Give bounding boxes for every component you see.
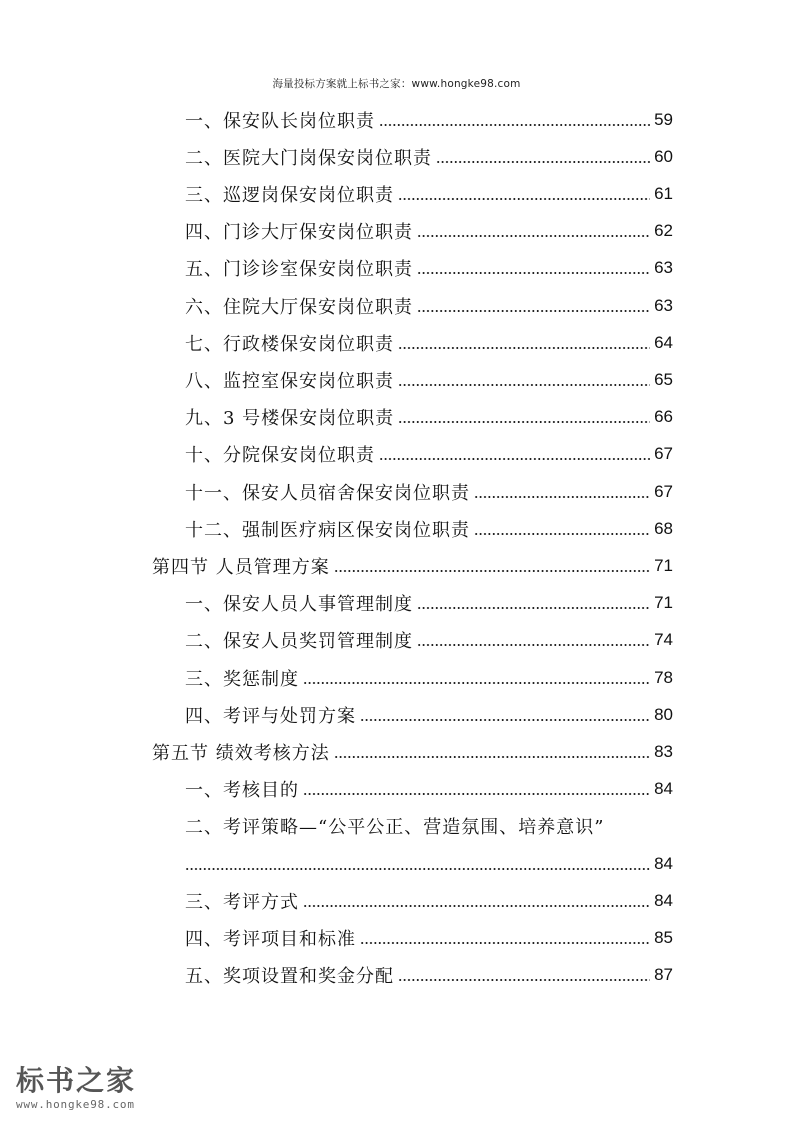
toc-entry-page: 63 xyxy=(654,258,673,277)
toc-entry[interactable] xyxy=(185,697,673,733)
toc-entry-page: 60 xyxy=(654,147,673,166)
dot-leader xyxy=(417,233,650,239)
toc-entry-label: 六、住院大厅保安岗位职责 xyxy=(185,297,413,318)
dot-leader xyxy=(398,419,650,425)
toc-entry-label: 一、考核目的 xyxy=(185,780,299,801)
dot-leader xyxy=(398,196,650,202)
toc-entry[interactable] xyxy=(185,399,673,435)
dot-leader xyxy=(334,754,650,760)
toc-entry-page: 80 xyxy=(654,705,673,724)
toc-entry[interactable] xyxy=(185,622,673,658)
toc-entry-page: 83 xyxy=(654,742,673,761)
toc-entry-label: 三、巡逻岗保安岗位职责 xyxy=(185,185,394,206)
toc-entry-label: 五、奖项设置和奖金分配 xyxy=(185,966,394,987)
dot-leader xyxy=(474,494,650,500)
toc-entry-page: 64 xyxy=(654,333,673,352)
dot-leader xyxy=(398,977,650,983)
toc-entry-page: 84 xyxy=(654,854,673,873)
toc-entry-page: 71 xyxy=(654,593,673,612)
toc-entry-label: 五、门诊诊室保安岗位职责 xyxy=(185,259,413,280)
toc-entry-page: 66 xyxy=(654,407,673,426)
dot-leader xyxy=(417,605,650,611)
toc-entry[interactable] xyxy=(185,288,673,324)
toc-entry-label: 一、保安人员人事管理制度 xyxy=(185,594,413,615)
toc-entry-page: 65 xyxy=(654,370,673,389)
toc-entry[interactable] xyxy=(185,883,673,919)
toc-entry-page: 68 xyxy=(654,519,673,538)
logo-title: 标书之家 xyxy=(16,1064,137,1097)
toc-entry[interactable] xyxy=(185,325,673,361)
toc-entry-label: 十二、强制医疗病区保安岗位职责 xyxy=(185,520,470,541)
dot-leader xyxy=(303,680,650,686)
toc-entry-page: 84 xyxy=(654,891,673,910)
toc-entry[interactable] xyxy=(185,771,673,807)
toc-entry[interactable] xyxy=(185,250,673,286)
toc-entry-page: 63 xyxy=(654,296,673,315)
toc-entry-label: 七、行政楼保安岗位职责 xyxy=(185,334,394,355)
toc-entry[interactable] xyxy=(185,474,673,510)
watermark-logo xyxy=(16,1066,166,1118)
toc-entry-page: 71 xyxy=(654,556,673,575)
toc-entry-page: 61 xyxy=(654,184,673,203)
logo-url: www.hongke98.com xyxy=(16,1098,135,1111)
dot-leader xyxy=(379,122,650,128)
toc-entry[interactable] xyxy=(185,436,673,472)
toc-entry-label: 第四节 人员管理方案 xyxy=(152,557,330,578)
toc-entry[interactable] xyxy=(185,660,673,696)
dot-leader xyxy=(398,382,650,388)
dot-leader xyxy=(474,531,650,537)
toc-entry[interactable] xyxy=(185,585,673,621)
toc-entry-page: 78 xyxy=(654,668,673,687)
dot-leader xyxy=(436,159,650,165)
toc-section-entry[interactable] xyxy=(152,734,673,770)
toc-entry-label: 三、奖惩制度 xyxy=(185,669,299,690)
dot-leader xyxy=(379,456,650,462)
toc-entry[interactable] xyxy=(185,957,673,993)
page-header: 海量投标方案就上标书之家：www.hongke98.com xyxy=(272,78,521,90)
toc-entry-page: 59 xyxy=(654,110,673,129)
toc-entry-continuation[interactable] xyxy=(185,846,673,882)
toc-entry-page: 87 xyxy=(654,965,673,984)
toc-entry[interactable] xyxy=(185,920,673,956)
toc-entry[interactable] xyxy=(185,102,673,138)
toc-entry[interactable] xyxy=(185,808,673,844)
toc-entry-page: 62 xyxy=(654,221,673,240)
dot-leader xyxy=(303,903,650,909)
toc-entry[interactable] xyxy=(185,362,673,398)
toc-entry-label: 十一、保安人员宿舍保安岗位职责 xyxy=(185,483,470,504)
toc-entry-label: 八、监控室保安岗位职责 xyxy=(185,371,394,392)
toc-entry[interactable] xyxy=(185,511,673,547)
toc-entry[interactable] xyxy=(185,139,673,175)
toc-section-entry[interactable] xyxy=(152,548,673,584)
toc-entry-label: 二、医院大门岗保安岗位职责 xyxy=(185,148,432,169)
toc-entry-page: 67 xyxy=(654,482,673,501)
dot-leader xyxy=(360,717,650,723)
dot-leader xyxy=(334,568,650,574)
dot-leader xyxy=(360,940,650,946)
toc-entry[interactable] xyxy=(185,213,673,249)
dot-leader xyxy=(417,308,650,314)
toc-entry-label: 四、考评项目和标准 xyxy=(185,929,356,950)
dot-leader xyxy=(303,791,650,797)
toc-entry-label: 十、分院保安岗位职责 xyxy=(185,445,375,466)
toc-entry-label: 三、考评方式 xyxy=(185,892,299,913)
toc-entry-label: 第五节 绩效考核方法 xyxy=(152,743,330,764)
dot-leader xyxy=(417,270,650,276)
toc-entry[interactable] xyxy=(185,176,673,212)
dot-leader xyxy=(398,345,650,351)
toc-entry-label: 二、考评策略—“公平公正、营造氛围、培养意识” xyxy=(185,817,605,838)
toc-entry-label: 九、3 号楼保安岗位职责 xyxy=(185,408,395,429)
toc-entry-page: 74 xyxy=(654,630,673,649)
toc-entry-page: 84 xyxy=(654,779,673,798)
toc-entry-label: 四、门诊大厅保安岗位职责 xyxy=(185,222,413,243)
toc-entry-label: 四、考评与处罚方案 xyxy=(185,706,356,727)
toc-entry-label: 一、保安队长岗位职责 xyxy=(185,111,375,132)
toc-entry-label: 二、保安人员奖罚管理制度 xyxy=(185,631,413,652)
toc-entry-page: 85 xyxy=(654,928,673,947)
dot-leader xyxy=(417,642,650,648)
dot-leader xyxy=(185,866,650,872)
toc-entry-page: 67 xyxy=(654,444,673,463)
